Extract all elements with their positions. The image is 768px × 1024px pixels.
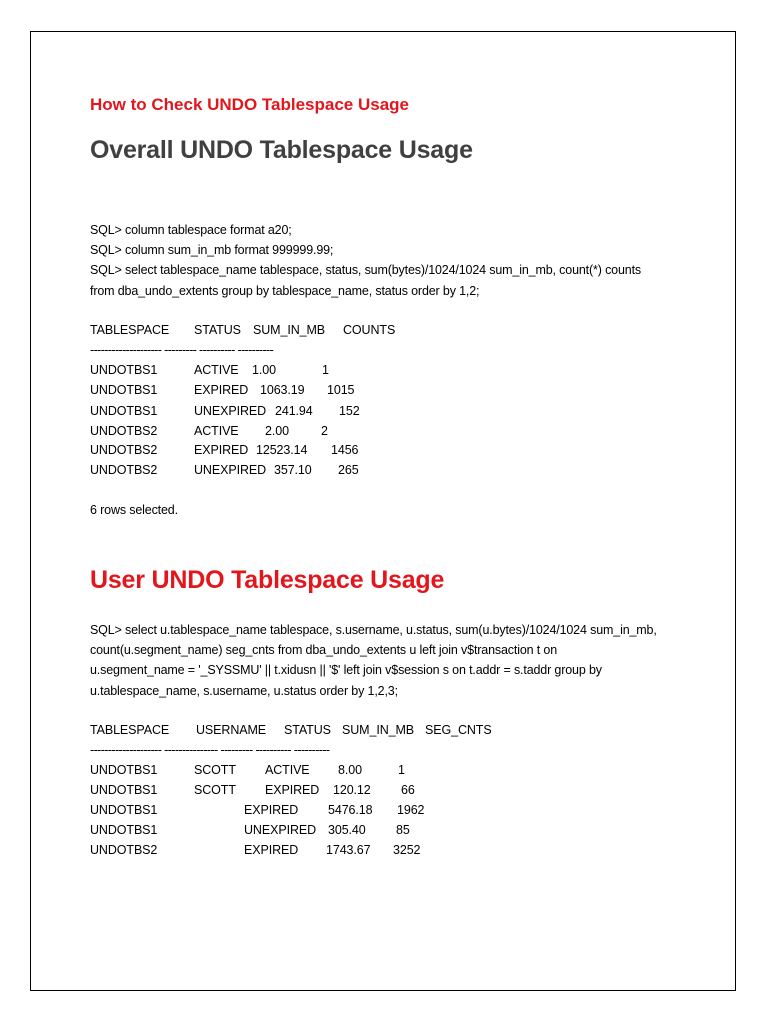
- cell-status: EXPIRED: [194, 383, 249, 397]
- table-separator: -------------------- --------- ---------- ----------: [90, 343, 274, 357]
- cell-seg-cnts: 3252: [393, 843, 421, 857]
- column-header-counts: COUNTS: [343, 323, 396, 337]
- cell-status: ACTIVE: [194, 424, 239, 438]
- sql-line: count(u.segment_name) seg_cnts from dba_undo_extents u left join v$transaction t on: [90, 643, 558, 657]
- cell-counts: 1015: [327, 383, 355, 397]
- cell-sum-in-mb: 1063.19: [260, 383, 305, 397]
- cell-status: EXPIRED: [244, 843, 299, 857]
- column-header-tablespace: TABLESPACE: [90, 323, 170, 337]
- cell-status: EXPIRED: [194, 443, 249, 457]
- column-header-username: USERNAME: [196, 723, 267, 737]
- cell-sum-in-mb: 241.94: [275, 404, 313, 418]
- cell-tablespace: UNDOTBS2: [90, 424, 158, 438]
- column-header-status: STATUS: [194, 323, 241, 337]
- cell-username: SCOTT: [194, 783, 236, 797]
- cell-tablespace: UNDOTBS2: [90, 443, 158, 457]
- column-header-status: STATUS: [284, 723, 331, 737]
- cell-sum-in-mb: 120.12: [333, 783, 371, 797]
- cell-counts: 2: [321, 424, 328, 438]
- section1-heading: Overall UNDO Tablespace Usage: [90, 136, 473, 164]
- sql-line: u.tablespace_name, s.username, u.status order by 1,2,3;: [90, 684, 398, 698]
- cell-sum-in-mb: 12523.14: [256, 443, 308, 457]
- sql-line: SQL> select tablespace_name tablespace, status, sum(bytes)/1024/1024 sum_in_mb, count(*) counts: [90, 263, 641, 277]
- cell-tablespace: UNDOTBS2: [90, 463, 158, 477]
- cell-sum-in-mb: 8.00: [338, 763, 362, 777]
- cell-sum-in-mb: 305.40: [328, 823, 366, 837]
- column-header-seg-cnts: SEG_CNTS: [425, 723, 492, 737]
- cell-seg-cnts: 1962: [397, 803, 425, 817]
- cell-seg-cnts: 66: [401, 783, 415, 797]
- cell-sum-in-mb: 2.00: [265, 424, 289, 438]
- cell-seg-cnts: 1: [398, 763, 405, 777]
- cell-tablespace: UNDOTBS1: [90, 363, 158, 377]
- cell-status: ACTIVE: [194, 363, 239, 377]
- table-separator: -------------------- --------------- --------- ---------- ----------: [90, 743, 330, 757]
- section2-heading: User UNDO Tablespace Usage: [90, 566, 445, 594]
- cell-tablespace: UNDOTBS1: [90, 783, 158, 797]
- cell-status: UNEXPIRED: [244, 823, 317, 837]
- column-header-sum-in-mb: SUM_IN_MB: [253, 323, 326, 337]
- cell-sum-in-mb: 5476.18: [328, 803, 373, 817]
- cell-sum-in-mb: 1743.67: [326, 843, 371, 857]
- sql-line: SQL> column tablespace format a20;: [90, 223, 292, 237]
- document-page: [30, 31, 736, 991]
- document-title: How to Check UNDO Tablespace Usage: [90, 95, 409, 114]
- cell-counts: 1: [322, 363, 329, 377]
- cell-tablespace: UNDOTBS1: [90, 404, 158, 418]
- cell-status: EXPIRED: [244, 803, 299, 817]
- cell-tablespace: UNDOTBS1: [90, 823, 158, 837]
- cell-status: EXPIRED: [265, 783, 320, 797]
- cell-username: SCOTT: [194, 763, 236, 777]
- cell-sum-in-mb: 1.00: [252, 363, 276, 377]
- rows-selected-note: 6 rows selected.: [90, 503, 178, 517]
- cell-sum-in-mb: 357.10: [274, 463, 312, 477]
- sql-line: u.segment_name = '_SYSSMU' || t.xidusn || '$' left join v$session s on t.addr = s.taddr group by: [90, 663, 602, 677]
- cell-status: UNEXPIRED: [194, 404, 267, 418]
- cell-counts: 1456: [331, 443, 359, 457]
- cell-tablespace: UNDOTBS1: [90, 803, 158, 817]
- sql-line: SQL> column sum_in_mb format 999999.99;: [90, 243, 334, 257]
- sql-line: from dba_undo_extents group by tablespace_name, status order by 1,2;: [90, 284, 480, 298]
- cell-tablespace: UNDOTBS1: [90, 383, 158, 397]
- cell-status: ACTIVE: [265, 763, 310, 777]
- cell-tablespace: UNDOTBS2: [90, 843, 158, 857]
- cell-counts: 152: [339, 404, 360, 418]
- cell-seg-cnts: 85: [396, 823, 410, 837]
- column-header-sum-in-mb: SUM_IN_MB: [342, 723, 415, 737]
- cell-tablespace: UNDOTBS1: [90, 763, 158, 777]
- cell-status: UNEXPIRED: [194, 463, 267, 477]
- column-header-tablespace: TABLESPACE: [90, 723, 170, 737]
- cell-counts: 265: [338, 463, 359, 477]
- sql-line: SQL> select u.tablespace_name tablespace, s.username, u.status, sum(u.bytes)/1024/1024 sum_in_mb,: [90, 623, 657, 637]
